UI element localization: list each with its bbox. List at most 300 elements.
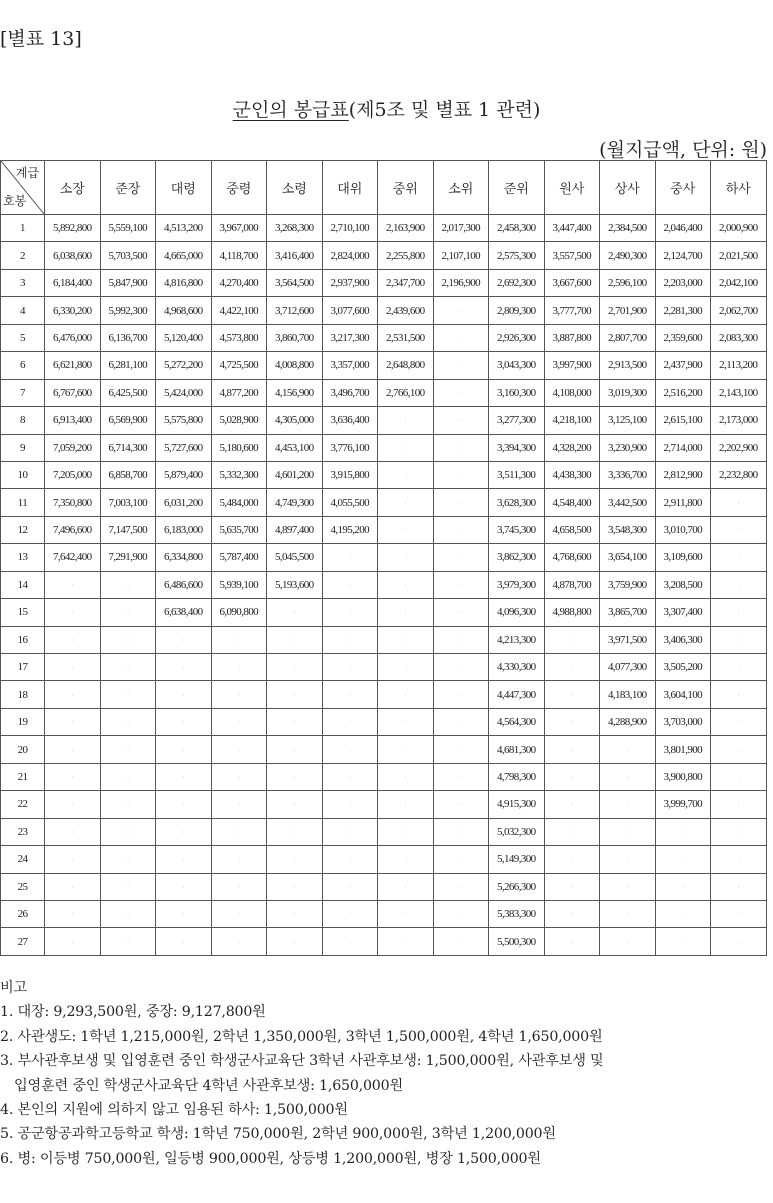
table-row bbox=[1, 215, 767, 242]
step-number-cell: 5 bbox=[1, 324, 45, 351]
empty-cell bbox=[433, 900, 489, 927]
pay-cell: 3,336,700 bbox=[600, 461, 656, 488]
empty-cell-marker: · bbox=[348, 663, 351, 673]
pay-cell: 5,559,100 bbox=[100, 215, 156, 242]
empty-cell bbox=[156, 736, 212, 763]
pay-cell: 2,347,700 bbox=[378, 269, 434, 296]
empty-cell-marker: · bbox=[459, 526, 462, 536]
empty-cell-marker: · bbox=[737, 608, 740, 618]
empty-cell-marker: · bbox=[737, 937, 740, 947]
empty-cell-marker: · bbox=[570, 827, 573, 837]
pay-cell: 3,160,300 bbox=[489, 379, 545, 406]
empty-cell bbox=[45, 626, 101, 653]
pay-cell: 2,911,800 bbox=[655, 489, 711, 516]
pay-cell: 6,031,200 bbox=[156, 489, 212, 516]
empty-cell bbox=[322, 900, 378, 927]
pay-cell: 4,681,300 bbox=[489, 736, 545, 763]
empty-cell-marker: · bbox=[459, 772, 462, 782]
table-row bbox=[1, 763, 767, 790]
empty-cell-marker: · bbox=[626, 800, 629, 810]
empty-cell bbox=[156, 873, 212, 900]
table-row bbox=[1, 654, 767, 681]
pay-cell: 5,266,300 bbox=[489, 873, 545, 900]
empty-cell-marker: · bbox=[459, 635, 462, 645]
pay-cell: 4,665,000 bbox=[156, 242, 212, 269]
empty-cell bbox=[45, 708, 101, 735]
title-suffix: (제5조 및 별표 1 관련) bbox=[348, 99, 541, 121]
empty-cell-marker: · bbox=[737, 635, 740, 645]
step-number-cell: 19 bbox=[1, 708, 45, 735]
empty-cell bbox=[45, 599, 101, 626]
pay-cell: 3,496,700 bbox=[322, 379, 378, 406]
empty-cell-marker: · bbox=[293, 772, 296, 782]
empty-cell bbox=[267, 873, 323, 900]
step-number-cell: 18 bbox=[1, 681, 45, 708]
pay-cell: 4,288,900 bbox=[600, 708, 656, 735]
empty-cell bbox=[378, 407, 434, 434]
empty-cell-marker: · bbox=[126, 882, 129, 892]
pay-cell: 3,862,300 bbox=[489, 544, 545, 571]
empty-cell-marker: · bbox=[348, 800, 351, 810]
pay-cell: 3,406,300 bbox=[655, 626, 711, 653]
empty-cell bbox=[267, 846, 323, 873]
rank-header: 준장 bbox=[100, 161, 156, 215]
empty-cell-marker: · bbox=[570, 635, 573, 645]
rank-header: 소장 bbox=[45, 161, 101, 215]
empty-cell bbox=[322, 599, 378, 626]
empty-cell bbox=[267, 599, 323, 626]
pay-cell: 7,350,800 bbox=[45, 489, 101, 516]
empty-cell-marker: · bbox=[404, 608, 407, 618]
pay-cell: 3,217,300 bbox=[322, 324, 378, 351]
empty-cell bbox=[45, 873, 101, 900]
empty-cell-marker: · bbox=[126, 745, 129, 755]
pay-cell: 6,858,700 bbox=[100, 461, 156, 488]
table-row bbox=[1, 379, 767, 406]
empty-cell-marker: · bbox=[681, 827, 684, 837]
pay-cell: 2,596,100 bbox=[600, 269, 656, 296]
pay-cell: 6,281,100 bbox=[100, 352, 156, 379]
empty-cell bbox=[433, 654, 489, 681]
pay-cell: 5,484,000 bbox=[211, 489, 267, 516]
empty-cell-marker: · bbox=[237, 772, 240, 782]
empty-cell-marker: · bbox=[737, 745, 740, 755]
empty-cell-marker: · bbox=[293, 800, 296, 810]
step-number-cell: 12 bbox=[1, 516, 45, 543]
empty-cell-marker: · bbox=[570, 855, 573, 865]
empty-cell-marker: · bbox=[570, 718, 573, 728]
rank-header: 대령 bbox=[156, 161, 212, 215]
empty-cell bbox=[100, 736, 156, 763]
note-item: 2. 사관생도: 1학년 1,215,000원, 2학년 1,350,000원, 3학년 1,500,000원, 4학년 1,650,000원 bbox=[0, 1028, 603, 1045]
pay-cell: 4,725,500 bbox=[211, 352, 267, 379]
pay-cell: 4,658,500 bbox=[544, 516, 600, 543]
pay-cell: 6,090,800 bbox=[211, 599, 267, 626]
empty-cell bbox=[267, 626, 323, 653]
table-row bbox=[1, 928, 767, 955]
empty-cell bbox=[267, 928, 323, 955]
empty-cell bbox=[655, 900, 711, 927]
empty-cell bbox=[433, 571, 489, 598]
empty-cell-marker: · bbox=[293, 827, 296, 837]
pay-cell: 4,195,200 bbox=[322, 516, 378, 543]
step-number-cell: 2 bbox=[1, 242, 45, 269]
step-number-cell: 11 bbox=[1, 489, 45, 516]
empty-cell bbox=[544, 763, 600, 790]
empty-cell bbox=[544, 708, 600, 735]
empty-cell bbox=[433, 763, 489, 790]
empty-cell-marker: · bbox=[348, 608, 351, 618]
pay-cell: 2,575,300 bbox=[489, 242, 545, 269]
empty-cell bbox=[600, 763, 656, 790]
empty-cell-marker: · bbox=[737, 882, 740, 892]
pay-cell: 4,513,200 bbox=[156, 215, 212, 242]
empty-cell bbox=[711, 818, 767, 845]
pay-cell: 5,879,400 bbox=[156, 461, 212, 488]
empty-cell-marker: · bbox=[404, 471, 407, 481]
empty-cell-marker: · bbox=[71, 937, 74, 947]
pay-cell: 2,926,300 bbox=[489, 324, 545, 351]
table-row bbox=[1, 489, 767, 516]
empty-cell-marker: · bbox=[237, 827, 240, 837]
empty-cell-marker: · bbox=[348, 855, 351, 865]
table-row bbox=[1, 846, 767, 873]
step-number-cell: 6 bbox=[1, 352, 45, 379]
empty-cell bbox=[267, 791, 323, 818]
pay-cell: 6,476,000 bbox=[45, 324, 101, 351]
pay-cell: 3,636,400 bbox=[322, 407, 378, 434]
empty-cell-marker: · bbox=[237, 690, 240, 700]
empty-cell-marker: · bbox=[293, 690, 296, 700]
step-number-cell: 26 bbox=[1, 900, 45, 927]
pay-cell: 3,997,900 bbox=[544, 352, 600, 379]
empty-cell-marker: · bbox=[737, 800, 740, 810]
table-row bbox=[1, 708, 767, 735]
empty-cell bbox=[100, 928, 156, 955]
pay-cell: 4,118,700 bbox=[211, 242, 267, 269]
notes-heading: 비고 bbox=[0, 980, 28, 996]
empty-cell bbox=[544, 873, 600, 900]
empty-cell-marker: · bbox=[126, 580, 129, 590]
pay-cell: 3,043,300 bbox=[489, 352, 545, 379]
empty-cell-marker: · bbox=[737, 690, 740, 700]
pay-cell: 2,255,800 bbox=[378, 242, 434, 269]
empty-cell-marker: · bbox=[182, 635, 185, 645]
empty-cell-marker: · bbox=[404, 526, 407, 536]
empty-cell bbox=[544, 818, 600, 845]
empty-cell-marker: · bbox=[348, 882, 351, 892]
pay-cell: 3,777,700 bbox=[544, 297, 600, 324]
pay-cell: 2,021,500 bbox=[711, 242, 767, 269]
empty-cell-marker: · bbox=[126, 855, 129, 865]
empty-cell-marker: · bbox=[404, 690, 407, 700]
empty-cell-marker: · bbox=[71, 608, 74, 618]
pay-cell: 2,202,900 bbox=[711, 434, 767, 461]
pay-cell: 3,557,500 bbox=[544, 242, 600, 269]
page-title bbox=[0, 95, 773, 122]
empty-cell bbox=[100, 763, 156, 790]
rank-header: 소위 bbox=[433, 161, 489, 215]
empty-cell bbox=[433, 791, 489, 818]
step-number-cell: 7 bbox=[1, 379, 45, 406]
pay-cell: 4,328,200 bbox=[544, 434, 600, 461]
empty-cell bbox=[655, 818, 711, 845]
empty-cell bbox=[100, 599, 156, 626]
empty-cell-marker: · bbox=[459, 745, 462, 755]
step-number-cell: 4 bbox=[1, 297, 45, 324]
pay-cell: 2,113,200 bbox=[711, 352, 767, 379]
empty-cell-marker: · bbox=[459, 580, 462, 590]
empty-cell-marker: · bbox=[293, 635, 296, 645]
empty-cell bbox=[45, 791, 101, 818]
empty-cell bbox=[211, 626, 267, 653]
empty-cell bbox=[322, 544, 378, 571]
empty-cell bbox=[267, 900, 323, 927]
pay-cell: 5,180,600 bbox=[211, 434, 267, 461]
step-number-cell: 21 bbox=[1, 763, 45, 790]
empty-cell bbox=[433, 516, 489, 543]
empty-cell bbox=[600, 736, 656, 763]
empty-cell-marker: · bbox=[459, 910, 462, 920]
empty-cell-marker: · bbox=[737, 663, 740, 673]
empty-cell-marker: · bbox=[126, 663, 129, 673]
empty-cell bbox=[711, 489, 767, 516]
step-number-cell: 3 bbox=[1, 269, 45, 296]
empty-cell bbox=[544, 791, 600, 818]
empty-cell bbox=[433, 297, 489, 324]
pay-cell: 2,000,900 bbox=[711, 215, 767, 242]
empty-cell bbox=[711, 900, 767, 927]
empty-cell bbox=[433, 599, 489, 626]
empty-cell bbox=[211, 791, 267, 818]
empty-cell bbox=[378, 599, 434, 626]
pay-cell: 3,712,600 bbox=[267, 297, 323, 324]
pay-cell: 4,601,200 bbox=[267, 461, 323, 488]
pay-cell: 2,143,100 bbox=[711, 379, 767, 406]
empty-cell bbox=[433, 379, 489, 406]
empty-cell-marker: · bbox=[71, 827, 74, 837]
empty-cell bbox=[322, 763, 378, 790]
empty-cell-marker: · bbox=[348, 718, 351, 728]
pay-cell: 2,458,300 bbox=[489, 215, 545, 242]
empty-cell-marker: · bbox=[348, 553, 351, 563]
empty-cell-marker: · bbox=[459, 388, 462, 398]
pay-cell: 6,621,800 bbox=[45, 352, 101, 379]
empty-cell bbox=[711, 763, 767, 790]
empty-cell-marker: · bbox=[459, 663, 462, 673]
empty-cell bbox=[322, 654, 378, 681]
pay-cell: 4,573,800 bbox=[211, 324, 267, 351]
empty-cell bbox=[378, 626, 434, 653]
pay-cell: 2,232,800 bbox=[711, 461, 767, 488]
pay-cell: 4,077,300 bbox=[600, 654, 656, 681]
step-number-cell: 25 bbox=[1, 873, 45, 900]
pay-cell: 6,334,800 bbox=[156, 544, 212, 571]
pay-cell: 6,486,600 bbox=[156, 571, 212, 598]
pay-cell: 4,749,300 bbox=[267, 489, 323, 516]
pay-cell: 3,109,600 bbox=[655, 544, 711, 571]
rank-header: 중사 bbox=[655, 161, 711, 215]
empty-cell bbox=[45, 654, 101, 681]
pay-cell: 6,714,300 bbox=[100, 434, 156, 461]
empty-cell-marker: · bbox=[626, 772, 629, 782]
pay-cell: 3,801,900 bbox=[655, 736, 711, 763]
empty-cell-marker: · bbox=[293, 910, 296, 920]
empty-cell-marker: · bbox=[182, 910, 185, 920]
empty-cell bbox=[322, 571, 378, 598]
empty-cell bbox=[378, 791, 434, 818]
pay-cell: 3,604,100 bbox=[655, 681, 711, 708]
pay-cell: 3,900,800 bbox=[655, 763, 711, 790]
empty-cell bbox=[378, 544, 434, 571]
empty-cell bbox=[378, 736, 434, 763]
step-number-cell: 16 bbox=[1, 626, 45, 653]
empty-cell-marker: · bbox=[126, 608, 129, 618]
empty-cell-marker: · bbox=[348, 745, 351, 755]
empty-cell-marker: · bbox=[459, 690, 462, 700]
pay-cell: 2,701,900 bbox=[600, 297, 656, 324]
rank-header: 소령 bbox=[267, 161, 323, 215]
empty-cell bbox=[156, 818, 212, 845]
empty-cell bbox=[378, 571, 434, 598]
empty-cell-marker: · bbox=[182, 855, 185, 865]
note-item: 5. 공군항공과학고등학교 학생: 1학년 750,000원, 2학년 900,000원, 3학년 1,200,000원 bbox=[0, 1126, 556, 1143]
empty-cell-marker: · bbox=[237, 910, 240, 920]
empty-cell-marker: · bbox=[737, 772, 740, 782]
pay-cell: 4,183,100 bbox=[600, 681, 656, 708]
rank-header: 상사 bbox=[600, 161, 656, 215]
empty-cell bbox=[711, 846, 767, 873]
pay-cell: 6,038,600 bbox=[45, 242, 101, 269]
empty-cell-marker: · bbox=[404, 772, 407, 782]
empty-cell-marker: · bbox=[182, 882, 185, 892]
table-row bbox=[1, 818, 767, 845]
pay-cell: 2,937,900 bbox=[322, 269, 378, 296]
empty-cell-marker: · bbox=[182, 718, 185, 728]
pay-cell: 3,667,600 bbox=[544, 269, 600, 296]
empty-cell-marker: · bbox=[293, 937, 296, 947]
empty-cell bbox=[100, 846, 156, 873]
empty-cell-marker: · bbox=[570, 800, 573, 810]
empty-cell-marker: · bbox=[459, 498, 462, 508]
rank-axis-label: 계급 bbox=[15, 166, 39, 180]
empty-cell-marker: · bbox=[293, 663, 296, 673]
empty-cell bbox=[267, 708, 323, 735]
empty-cell-marker: · bbox=[737, 827, 740, 837]
pay-cell: 3,077,600 bbox=[322, 297, 378, 324]
pay-cell: 3,442,500 bbox=[600, 489, 656, 516]
pay-cell: 3,759,900 bbox=[600, 571, 656, 598]
empty-cell bbox=[322, 736, 378, 763]
empty-cell-marker: · bbox=[459, 937, 462, 947]
pay-cell: 2,437,900 bbox=[655, 352, 711, 379]
table-row bbox=[1, 681, 767, 708]
empty-cell bbox=[45, 928, 101, 955]
empty-cell-marker: · bbox=[459, 443, 462, 453]
pay-cell: 4,897,400 bbox=[267, 516, 323, 543]
empty-cell bbox=[433, 489, 489, 516]
empty-cell-marker: · bbox=[71, 910, 74, 920]
header-row bbox=[1, 161, 767, 215]
pay-cell: 6,184,400 bbox=[45, 269, 101, 296]
table-row bbox=[1, 434, 767, 461]
empty-cell bbox=[433, 708, 489, 735]
empty-cell bbox=[433, 818, 489, 845]
rank-header: 하사 bbox=[711, 161, 767, 215]
empty-cell-marker: · bbox=[293, 745, 296, 755]
pay-cell: 2,062,700 bbox=[711, 297, 767, 324]
empty-cell bbox=[433, 873, 489, 900]
empty-cell bbox=[378, 434, 434, 461]
pay-cell: 5,892,800 bbox=[45, 215, 101, 242]
step-axis-label: 호봉 bbox=[3, 194, 27, 208]
empty-cell bbox=[100, 571, 156, 598]
empty-cell bbox=[156, 681, 212, 708]
empty-cell bbox=[544, 654, 600, 681]
empty-cell-marker: · bbox=[182, 800, 185, 810]
empty-cell-marker: · bbox=[459, 827, 462, 837]
pay-cell: 3,208,500 bbox=[655, 571, 711, 598]
empty-cell-marker: · bbox=[237, 663, 240, 673]
table-row bbox=[1, 269, 767, 296]
empty-cell bbox=[378, 516, 434, 543]
pay-cell: 2,766,100 bbox=[378, 379, 434, 406]
empty-cell bbox=[544, 900, 600, 927]
empty-cell-marker: · bbox=[626, 827, 629, 837]
empty-cell bbox=[600, 928, 656, 955]
empty-cell-marker: · bbox=[237, 635, 240, 645]
step-number-cell: 14 bbox=[1, 571, 45, 598]
empty-cell-marker: · bbox=[626, 910, 629, 920]
empty-cell bbox=[322, 818, 378, 845]
rank-header: 원사 bbox=[544, 161, 600, 215]
step-number-cell: 9 bbox=[1, 434, 45, 461]
empty-cell bbox=[100, 818, 156, 845]
notes-section bbox=[0, 976, 773, 1171]
table-body bbox=[1, 215, 767, 956]
pay-cell: 7,496,600 bbox=[45, 516, 101, 543]
empty-cell bbox=[711, 708, 767, 735]
empty-cell-marker: · bbox=[737, 553, 740, 563]
table-row bbox=[1, 873, 767, 900]
empty-cell bbox=[322, 681, 378, 708]
pay-cell: 4,915,300 bbox=[489, 791, 545, 818]
note-item: 6. 병: 이등병 750,000원, 일등병 900,000원, 상등병 1,200,000원, 병장 1,500,000원 bbox=[0, 1150, 541, 1167]
pay-cell: 2,196,900 bbox=[433, 269, 489, 296]
table-row bbox=[1, 297, 767, 324]
step-number-cell: 24 bbox=[1, 846, 45, 873]
empty-cell bbox=[211, 736, 267, 763]
empty-cell-marker: · bbox=[404, 416, 407, 426]
pay-cell: 3,999,700 bbox=[655, 791, 711, 818]
empty-cell bbox=[267, 736, 323, 763]
empty-cell bbox=[211, 763, 267, 790]
empty-cell-marker: · bbox=[570, 910, 573, 920]
pay-cell: 6,767,600 bbox=[45, 379, 101, 406]
note-item: 4. 본인의 지원에 의하지 않고 임용된 하사: 1,500,000원 bbox=[0, 1102, 348, 1119]
empty-cell bbox=[544, 846, 600, 873]
table-row bbox=[1, 736, 767, 763]
pay-cell: 2,824,000 bbox=[322, 242, 378, 269]
empty-cell bbox=[600, 846, 656, 873]
pay-cell: 2,124,700 bbox=[655, 242, 711, 269]
empty-cell bbox=[156, 846, 212, 873]
table-row bbox=[1, 626, 767, 653]
empty-cell-marker: · bbox=[404, 635, 407, 645]
empty-cell bbox=[433, 324, 489, 351]
pay-cell: 4,564,300 bbox=[489, 708, 545, 735]
empty-cell-marker: · bbox=[293, 882, 296, 892]
